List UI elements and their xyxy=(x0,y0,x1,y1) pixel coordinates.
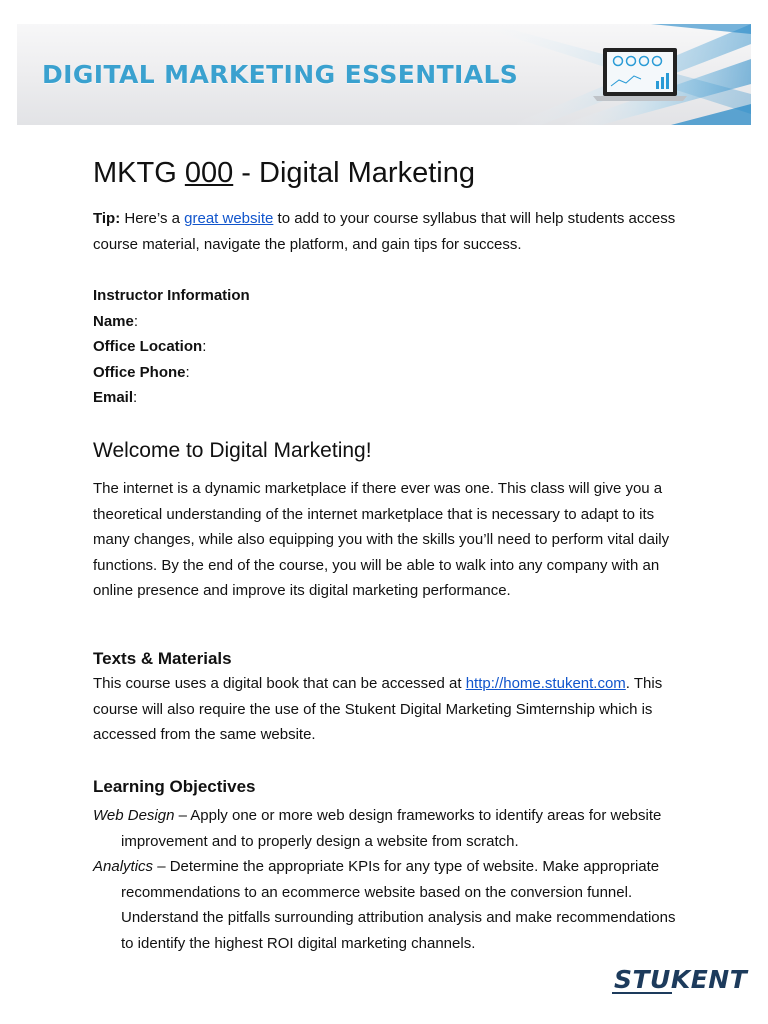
stukent-logo xyxy=(612,964,748,996)
welcome-body: The internet is a dynamic marketplace if there ever was one. This class will give you a theoretical understanding of the internet marketplace that is necessary to adapt to its many changes, while also equipping you with the skills you’ll need to perform vital daily functions. By the end of the course, you will be able to walk into any company with an online presence and improve its digital marketing performance. xyxy=(93,480,670,599)
svg-text:STUKENT: STUKENT xyxy=(614,965,748,994)
stukent-home-link[interactable]: http://home.stukent.com xyxy=(465,675,626,692)
office-location-label: Office Location xyxy=(93,338,203,355)
tip-label: Tip: xyxy=(93,210,121,227)
name-label: Name xyxy=(93,312,134,330)
great-website-link[interactable]: great website xyxy=(184,210,274,227)
header-banner xyxy=(17,24,751,125)
laptop-dashboard-icon xyxy=(451,24,751,125)
instructor-heading: Instructor Information xyxy=(93,287,250,304)
texts-materials-body: This course uses a digital book that can be accessed at http://home.stukent.com. This course will also require the use of the Stukent Digital Marketing Simternship which is accessed from the same website. xyxy=(93,675,663,743)
objective-analytics: Analytics – Determine the appropriate KPIs for any type of website. Make appropriate recommendations to an ecommerce website based on the conversion funnel. Understand the pitfalls surrounding attribution analysis and make recommendations to identify the highest ROI digital marketing channels. xyxy=(93,858,676,952)
welcome-heading: Welcome to Digital Marketing! xyxy=(93,439,372,462)
objective-web-design: Web Design – Apply one or more web design frameworks to identify areas for website improvement and to properly design a website from scratch. xyxy=(93,807,662,850)
tip-paragraph: Tip: Here’s a great website to add to your course syllabus that will help students access course material, navigate the platform, and gain tips for success. xyxy=(93,210,676,253)
course-title: MKTG 000 - Digital Marketing xyxy=(93,157,475,189)
office-phone-label: Office Phone xyxy=(93,363,186,381)
email-label: Email xyxy=(93,389,134,406)
banner-title: DIGITAL MARKETING ESSENTIALS xyxy=(42,60,519,89)
instructor-info: Instructor Information Name: Office Location: Office Phone: Email: xyxy=(93,287,250,406)
texts-materials-heading: Texts & Materials xyxy=(93,649,232,668)
learning-objectives-heading: Learning Objectives xyxy=(93,777,256,796)
